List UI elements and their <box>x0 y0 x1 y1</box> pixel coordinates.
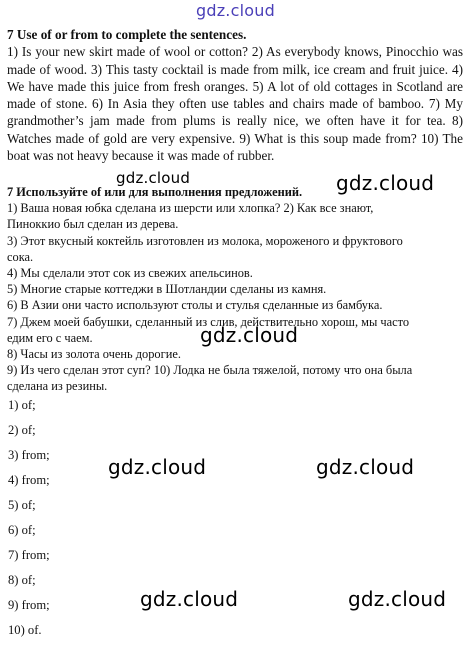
ru-line: 1) Ваша новая юбка сделана из шерсти или хлопка? 2) Как все знают, <box>7 201 374 216</box>
ru-line: 5) Многие старые коттеджи в Шотландии сделаны из камня. <box>7 282 327 297</box>
answer-item: 8) of; <box>8 573 36 587</box>
exercise-russian <box>7 184 463 395</box>
ru-line: Пиноккио был сделан из дерева. <box>7 217 179 232</box>
answer-item: 3) from; <box>8 448 50 462</box>
watermark: gdz.cloud <box>108 455 207 479</box>
watermark: gdz.cloud <box>196 1 275 20</box>
answer-item: 9) from; <box>8 598 50 612</box>
exercise-english <box>7 26 463 164</box>
answer-item: 5) of; <box>8 498 36 512</box>
watermark: gdz.cloud <box>116 169 191 187</box>
exercise-heading-en: 7 Use of or from to complete the sentences. <box>7 27 247 42</box>
answer-item: 10) of. <box>8 623 42 637</box>
answer-item: 6) of; <box>8 523 36 537</box>
answer-item: 4) from; <box>8 473 50 487</box>
watermark: gdz.cloud <box>316 455 415 479</box>
ru-line: 4) Мы сделали этот сок из свежих апельсинов. <box>7 266 253 281</box>
exercise-heading-ru: 7 Используйте of или для выполнения предложений. <box>7 185 303 199</box>
exercise-text-en: 1) Is your new skirt made of wool or cotton? 2) As everybody knows, Pinocchio was made of wood. 3) This tasty cocktail is made from milk, ice cream and fruit juice. 4) We have made this juice from fresh oranges. 5) A lot of old cottages in Scotland are made of stone. 6) In Asia they often use tables and chairs made of bamboo. 7) My grandmother’s jam made from plums is really nice, we often have it for tea. 8) Watches made of gold are very expensive. 9) What is this soup made from? 10) The boat was not heavy because it was made of rubber. <box>7 44 463 164</box>
ru-line: 7) Джем моей бабушки, сделанный из слив, действительно хорош, мы часто <box>7 314 410 329</box>
answer-item: 1) of; <box>8 398 36 412</box>
ru-line: 6) В Азии они часто используют столы и стулья сделанные из бамбука. <box>7 298 383 313</box>
ru-line: сделана из резины. <box>7 379 108 394</box>
ru-line: едим его с чаем. <box>7 330 93 345</box>
answer-item: 2) of; <box>8 423 36 437</box>
watermark: gdz.cloud <box>336 171 435 195</box>
answer-item: 7) from; <box>8 548 50 562</box>
watermark: gdz.cloud <box>140 587 239 611</box>
ru-line: 3) Этот вкусный коктейль изготовлен из молока, мороженого и фруктового <box>7 233 403 248</box>
ru-line: 8) Часы из золота очень дорогие. <box>7 347 181 362</box>
ru-line: сока. <box>7 249 34 264</box>
ru-line: 9) Из чего сделан этот суп? 10) Лодка не была тяжелой, потому что она была <box>7 363 413 378</box>
watermark: gdz.cloud <box>348 587 447 611</box>
watermark: gdz.cloud <box>200 323 299 347</box>
